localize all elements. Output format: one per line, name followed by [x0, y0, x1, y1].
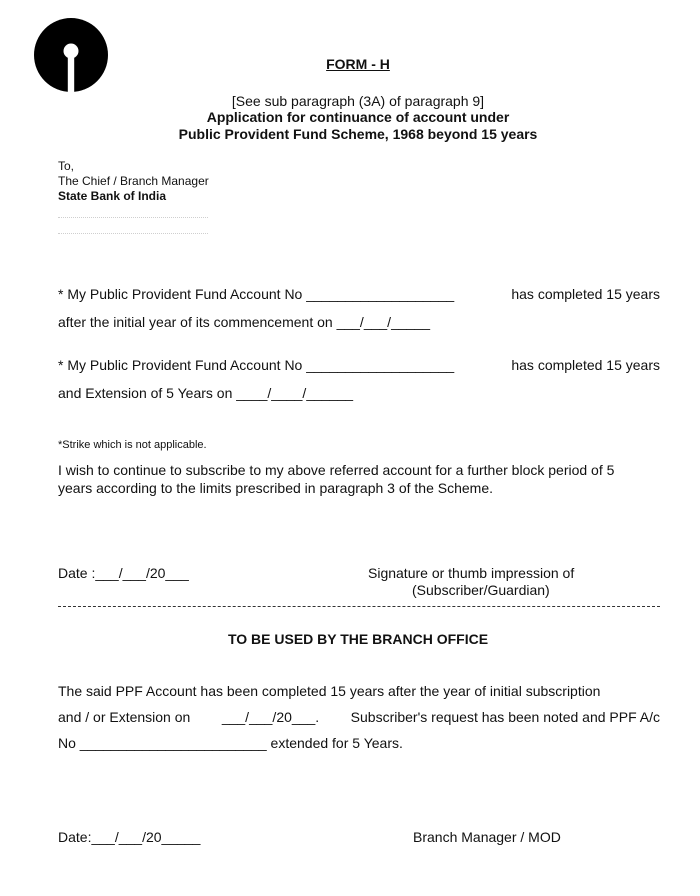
subscriber-date: Date :___/___/20___: [58, 565, 189, 581]
branch-request-noted-text: Subscriber's request has been noted and PPF A/c: [350, 709, 660, 725]
branch-date: Date:___/___/20_____: [58, 829, 201, 845]
option2-line1: [58, 357, 660, 373]
branch-section-heading: TO BE USED BY THE BRANCH OFFICE: [227, 631, 489, 647]
option1-line1: [58, 286, 660, 302]
branch-line2: [58, 709, 660, 725]
branch-line3: No ________________________ extended for 5 Years.: [58, 735, 403, 751]
strike-note: *Strike which is not applicable.: [58, 439, 207, 451]
address-line-1: [58, 217, 208, 218]
address-line-2: [58, 233, 208, 234]
sbi-logo-icon: [34, 18, 108, 92]
option2-line2: and Extension of 5 Years on ____/____/______: [58, 385, 354, 401]
option2-completed-text: has completed 15 years: [511, 357, 660, 373]
section-separator: [58, 606, 660, 607]
form-reference: [See sub paragraph (3A) of paragraph 9]: [231, 93, 485, 109]
option2-account-text: * My Public Provident Fund Account No ___________________: [58, 357, 455, 373]
request-line1: I wish to continue to subscribe to my above referred account for a further block period of 5: [58, 462, 615, 478]
form-title: FORM - H: [326, 56, 390, 72]
subscriber-guardian-label: (Subscriber/Guardian): [412, 582, 550, 598]
address-bank: State Bank of India: [58, 189, 167, 203]
option1-line2: after the initial year of its commencement on ___/___/_____: [58, 314, 430, 330]
branch-extension-date: ___/___/20___.: [221, 709, 320, 725]
option1-account-text: * My Public Provident Fund Account No ___________________: [58, 286, 455, 302]
address-recipient: The Chief / Branch Manager: [58, 174, 209, 188]
branch-line1: The said PPF Account has been completed 15 years after the year of initial subscription: [58, 683, 601, 699]
application-title-line2: Public Provident Fund Scheme, 1968 beyond 15 years: [178, 126, 538, 142]
application-title-line1: Application for continuance of account under: [206, 109, 510, 125]
address-to: To,: [58, 159, 75, 173]
branch-extension-text: and / or Extension on: [58, 709, 191, 725]
request-line2: years according to the limits prescribed in paragraph 3 of the Scheme.: [58, 480, 494, 496]
signature-label: Signature or thumb impression of: [368, 565, 575, 581]
option1-completed-text: has completed 15 years: [511, 286, 660, 302]
branch-manager-signatory: Branch Manager / MOD: [413, 829, 561, 845]
